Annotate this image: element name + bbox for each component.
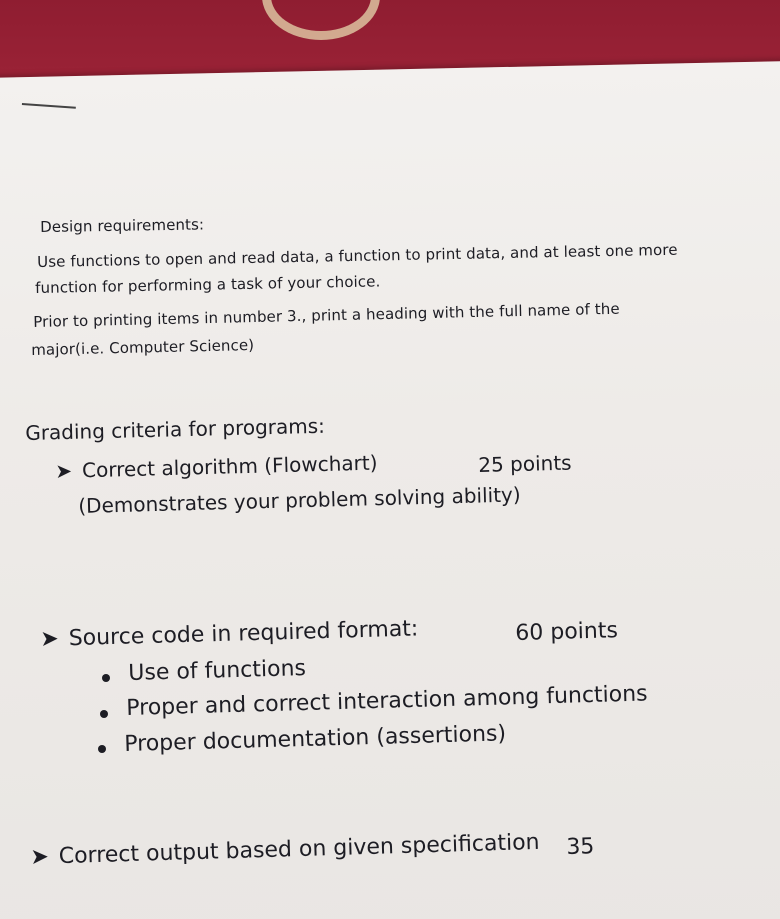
grading-heading: Grading criteria for programs: bbox=[25, 413, 326, 445]
design-para2-line1: Prior to printing items in number 3., print a heading with the full name of the bbox=[33, 299, 620, 331]
grading-item1-points: 25 points bbox=[478, 450, 572, 477]
design-heading: Design requirements: bbox=[40, 215, 205, 236]
grading-item3-points: 35 bbox=[566, 834, 595, 860]
bullet-icon bbox=[102, 674, 110, 682]
grading-item1-label: Correct algorithm (Flowchart) bbox=[81, 450, 378, 483]
arrow-bullet-icon: ➤ bbox=[40, 626, 60, 652]
grading-item3-label: Correct output based on given specification bbox=[58, 829, 540, 870]
bullet-icon bbox=[98, 745, 106, 753]
design-para1-line2: function for performing a task of your choice. bbox=[35, 272, 381, 297]
arrow-bullet-icon: ➤ bbox=[55, 458, 73, 483]
grading-item2-label: Source code in required format: bbox=[68, 616, 419, 652]
grading-item2-bullet2: Proper and correct interaction among functions bbox=[126, 681, 648, 721]
bullet-icon bbox=[100, 710, 108, 718]
arrow-bullet-icon: ➤ bbox=[30, 844, 50, 870]
grading-item2-points: 60 points bbox=[515, 618, 619, 646]
grading-item1-note: (Demonstrates your problem solving ability) bbox=[78, 482, 521, 518]
design-para2-line2: major(i.e. Computer Science) bbox=[31, 335, 255, 359]
grading-item2-bullet1: Use of functions bbox=[128, 656, 307, 686]
grading-item2-bullet3: Proper documentation (assertions) bbox=[124, 721, 507, 757]
design-para1-line1: Use functions to open and read data, a function to print data, and at least one more bbox=[37, 240, 678, 271]
